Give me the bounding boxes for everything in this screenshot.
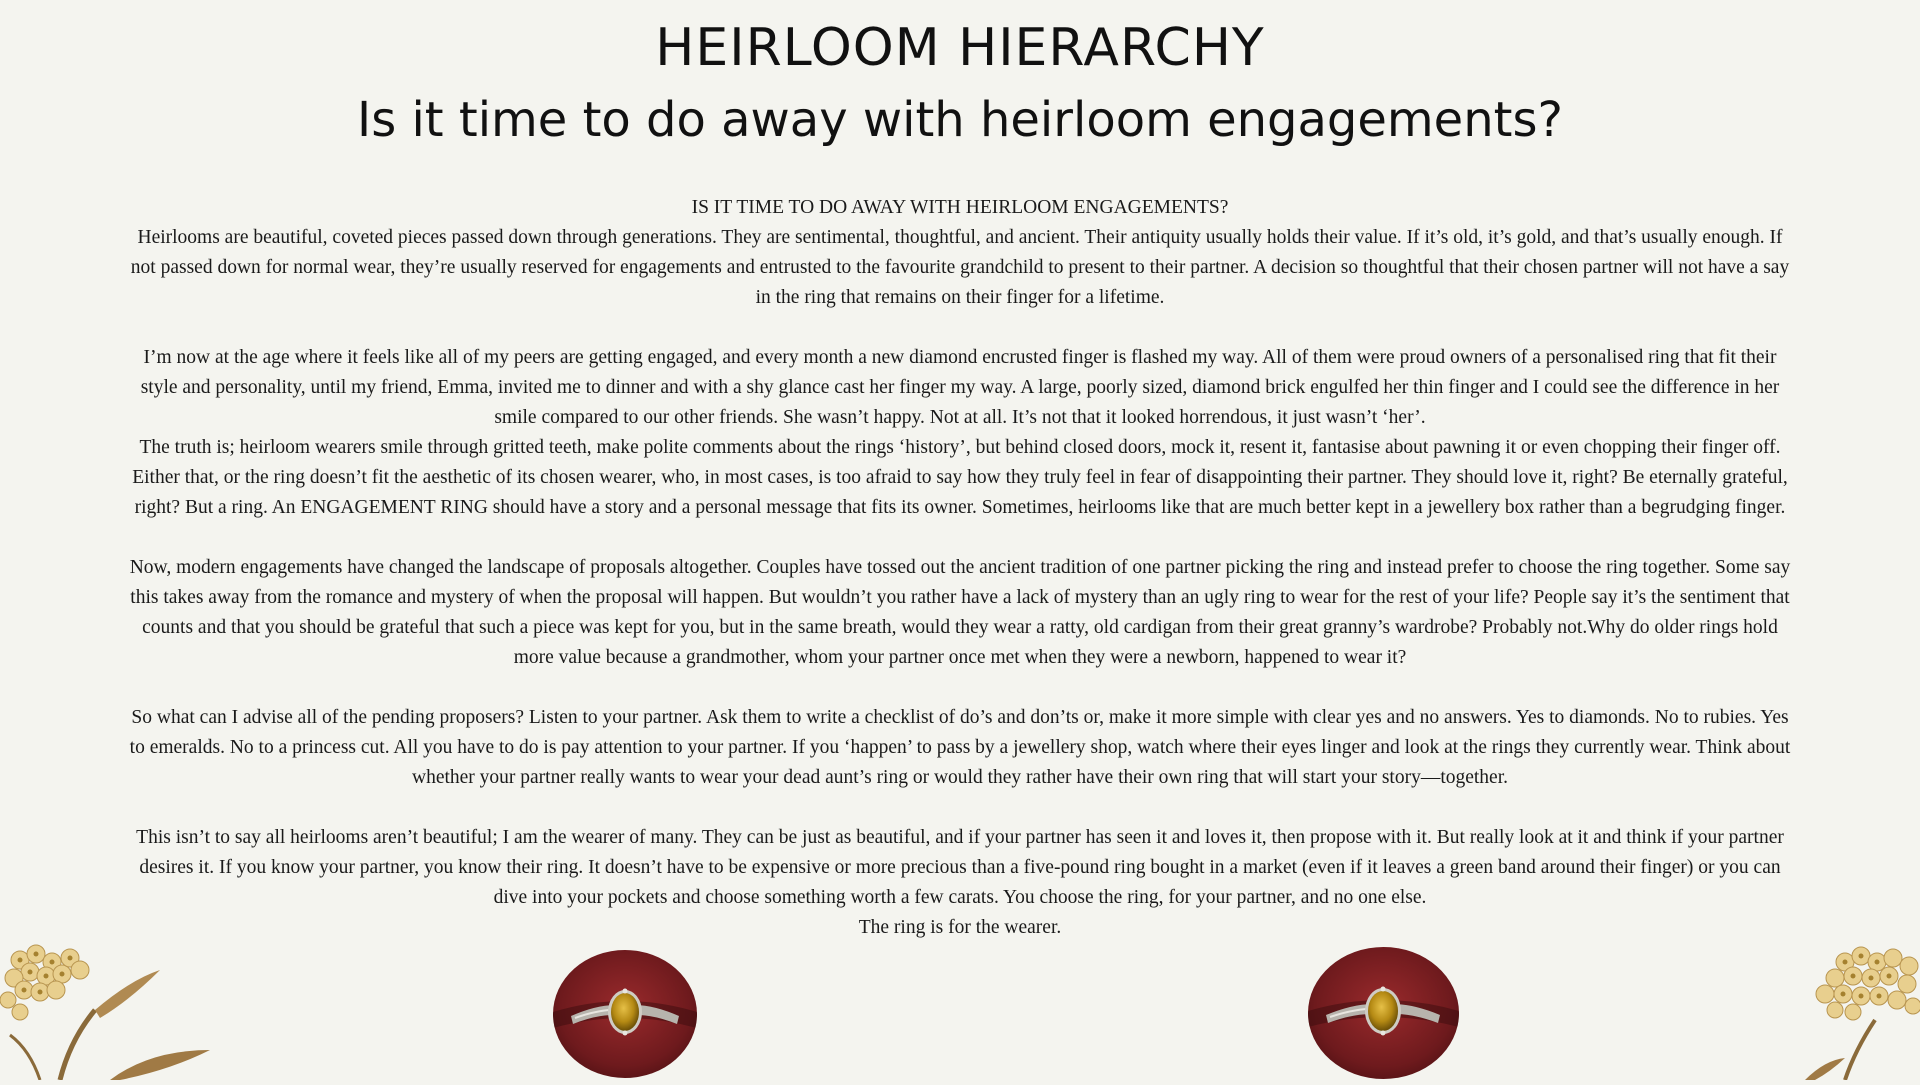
left-ring-image xyxy=(553,950,697,1078)
article-paragraph-5: So what can I advise all of the pending proposers? Listen to your partner. Ask them to write a checklist of do’s and don’ts or, make it more simple with clear yes and no answers. Yes to diamonds. No to rubies. Yes to emeralds. No to a princess cut. All you have to do is pay attention to your partner. If you ‘happen’ to pass by a jewellery shop, watch where their eyes linger and look at the rings they currently wear. Think about whether your partner really wants to wear your dead aunt’s ring or would they rather have their own ring that will start your story—together. xyxy=(129,707,1791,788)
page-subtitle: Is it time to do away with heirloom engagements? xyxy=(357,92,1563,148)
article-paragraph-4: Now, modern engagements have changed the landscape of proposals altogether. Couples have tossed out the ancient tradition of one partner picking the ring and instead prefer to choose the ring together. Some say this takes away from the romance and mystery of when the proposal will happen. But wouldn’t you rather have a lack of mystery than an ugly ring to wear for the rest of your life? People say it’s the sentiment that counts and that you should be grateful that such a piece was kept for you, but in the same breath, would they wear a ratty, old cardigan from their great granny’s wardrobe? Probably not.Why do older rings hold more value because a grandmother, whom your partner once met when they were a newborn, happened to wear it? xyxy=(129,557,1791,668)
paragraph-gap xyxy=(125,793,1795,823)
paragraph-gap xyxy=(125,673,1795,703)
article-body xyxy=(125,193,1795,943)
article-closing: The ring is for the wearer. xyxy=(858,917,1062,938)
right-ring-image xyxy=(1308,947,1459,1079)
dried-flower-right-icon xyxy=(1785,940,1920,1080)
article-paragraph-2: I’m now at the age where it feels like all of my peers are getting engaged, and every month a new diamond encrusted finger is flashed my way. All of them were proud owners of a personalised ring that fit their style and personality, until my friend, Emma, invited me to dinner and with a shy glance cast her finger my way. A large, poorly sized, diamond brick engulfed her thin finger and I could see the difference in her smile compared to our other friends. She wasn’t happy. Not at all. It’s not that it looked horrendous, it just wasn’t ‘her’. xyxy=(140,347,1780,428)
paragraph-gap xyxy=(125,523,1795,553)
page-title: HEIRLOOM HIERARCHY xyxy=(655,18,1265,78)
article-paragraph-1: Heirlooms are beautiful, coveted pieces passed down through generations. They are sentimental, thoughtful, and ancient. Their antiquity usually holds their value. If it’s old, it’s gold, and that’s usually enough. If not passed down for normal wear, they’re usually reserved for engagements and entrusted to the favourite grandchild to present to their partner. A decision so thoughtful that their chosen partner will not have a say in the ring that remains on their finger for a lifetime. xyxy=(130,227,1790,308)
article-paragraph-6: This isn’t to say all heirlooms aren’t beautiful; I am the wearer of many. They can be just as beautiful, and if your partner has seen it and loves it, then propose with it. But really look at it and think if your partner desires it. If you know your partner, you know their ring. It doesn’t have to be expensive or more precious than a five-pound ring bought in a market (even if it leaves a green band around their finger) or you can dive into your pockets and choose something worth a few carats. You choose the ring, for your partner, and no one else. xyxy=(136,827,1784,908)
dried-flower-left-icon xyxy=(0,940,215,1080)
article-paragraph-3: The truth is; heirloom wearers smile through gritted teeth, make polite comments about the rings ‘history’, but behind closed doors, mock it, resent it, fantasise about pawning it or even chopping their finger off. Either that, or the ring doesn’t fit the aesthetic of its chosen wearer, who, in most cases, is too afraid to say how they truly feel in fear of disappointing their partner. They should love it, right? Be eternally grateful, right? But a ring. An ENGAGEMENT RING should have a story and a personal message that fits its owner. Sometimes, heirlooms like that are much better kept in a jewellery box rather than a begrudging finger. xyxy=(132,437,1788,518)
article-heading: IS IT TIME TO DO AWAY WITH HEIRLOOM ENGAGEMENTS? xyxy=(691,197,1229,218)
paragraph-gap xyxy=(125,313,1795,343)
